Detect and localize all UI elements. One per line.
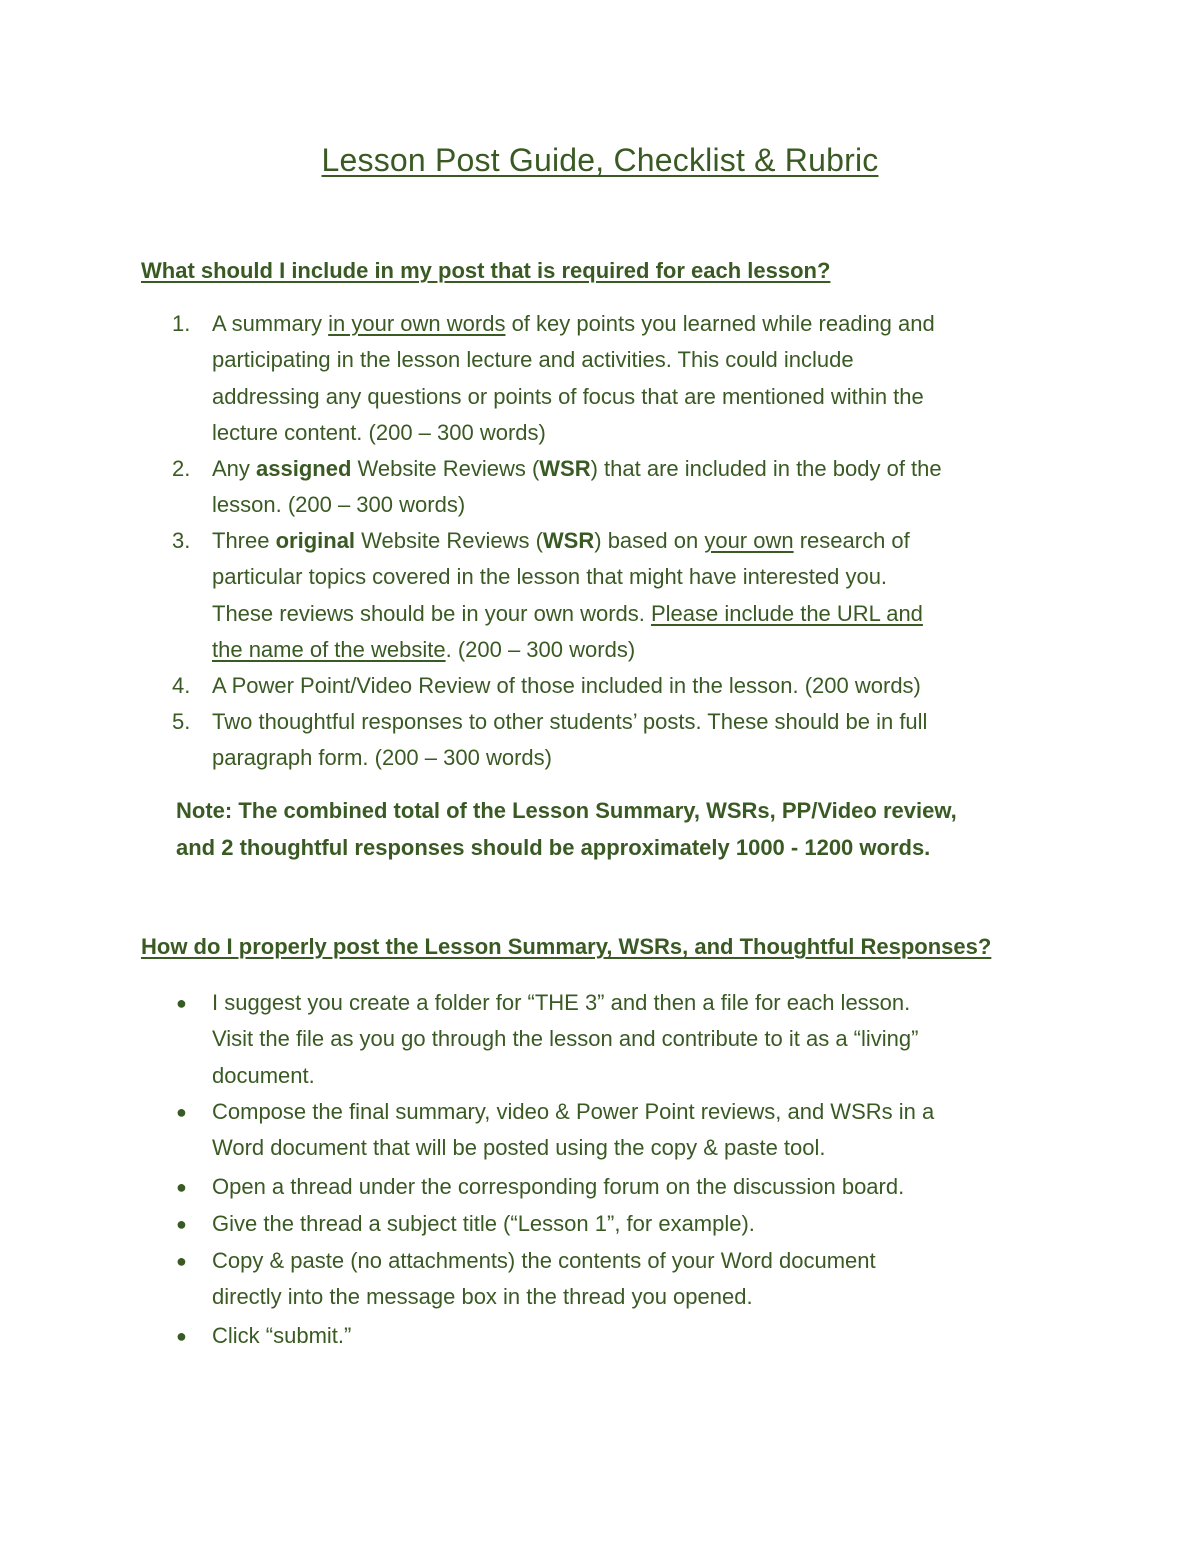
text-run: ) that are included in the body of the xyxy=(590,456,942,481)
text-line: Copy & paste (no attachments) the contents of your Word document xyxy=(212,1248,876,1273)
text-line: I suggest you create a folder for “THE 3” and then a file for each lesson. xyxy=(212,990,911,1015)
text-run: These reviews should be in your own words. xyxy=(212,600,651,626)
list-item-text xyxy=(212,704,1072,777)
bullet-icon: ● xyxy=(176,1214,187,1234)
note-line: Note: The combined total of the Lesson Summary, WSRs, PP/Video review, xyxy=(176,798,957,823)
note-line: and 2 thoughtful responses should be approximately 1000 - 1200 words. xyxy=(176,835,931,860)
list-number: 5. xyxy=(172,709,191,734)
bullet-icon: ● xyxy=(176,1326,187,1346)
bullet-icon: ● xyxy=(176,1102,187,1122)
text-run: Website Reviews ( xyxy=(355,528,543,553)
list-item-text xyxy=(212,306,1072,451)
text-line: participating in the lesson lecture and activities. This could include xyxy=(212,347,854,373)
list-item-text xyxy=(212,985,1072,1094)
text-line: particular topics covered in the lesson that might have interested you. xyxy=(212,564,888,590)
bold-text: WSR xyxy=(542,528,595,553)
text-line: Click “submit.” xyxy=(212,1323,352,1348)
bold-text: original xyxy=(275,528,356,553)
underlined-text: Please include the URL and xyxy=(651,600,923,626)
list-number: 4. xyxy=(172,673,191,698)
list-item-text xyxy=(212,668,1072,704)
list-item-text xyxy=(212,523,1072,668)
section-heading-posting: How do I properly post the Lesson Summary, WSRs, and Thoughtful Responses? xyxy=(141,934,992,959)
text-line: Two thoughtful responses to other students’ posts. These should be in full xyxy=(212,709,928,734)
text-run: research of xyxy=(793,528,910,553)
list-number: 1. xyxy=(172,311,191,336)
underlined-text: in your own words xyxy=(328,311,506,336)
text-line: paragraph form. (200 – 300 words) xyxy=(212,745,552,771)
text-line: Word document that will be posted using the copy & paste tool. xyxy=(212,1135,826,1161)
bullet-icon: ● xyxy=(176,993,187,1013)
text-line: A Power Point/Video Review of those included in the lesson. (200 words) xyxy=(212,673,921,698)
text-run: Website Reviews ( xyxy=(351,456,540,481)
list-item-text xyxy=(212,1169,1072,1205)
text-run: . (200 – 300 words) xyxy=(445,636,636,662)
text-run: Three xyxy=(212,528,276,553)
underlined-text: the name of the website xyxy=(212,636,446,662)
bullet-icon: ● xyxy=(176,1177,187,1197)
list-item-text xyxy=(212,1243,1072,1316)
bold-text: WSR xyxy=(539,456,591,481)
word-count-note xyxy=(176,792,957,866)
list-item-text xyxy=(212,451,1072,524)
text-run: ) based on xyxy=(594,528,705,553)
bold-text: assigned xyxy=(256,456,352,481)
text-line: lecture content. (200 – 300 words) xyxy=(212,419,546,445)
text-run: of key points you learned while reading and xyxy=(505,311,935,336)
text-line: lesson. (200 – 300 words) xyxy=(212,492,466,518)
underlined-text: your own xyxy=(704,528,794,553)
text-run: A summary xyxy=(212,311,329,336)
text-line: document. xyxy=(212,1062,315,1088)
list-number: 2. xyxy=(172,456,191,481)
text-line: Compose the final summary, video & Power Point reviews, and WSRs in a xyxy=(212,1099,935,1124)
text-line: Give the thread a subject title (“Lesson 1”, for example). xyxy=(212,1211,755,1236)
document-title: Lesson Post Guide, Checklist & Rubric xyxy=(321,142,879,178)
list-item-text xyxy=(212,1318,1072,1354)
text-line: addressing any questions or points of focus that are mentioned within the xyxy=(212,383,924,409)
list-item-text xyxy=(212,1094,1072,1167)
text-line: directly into the message box in the thread you opened. xyxy=(212,1284,753,1310)
text-line: Visit the file as you go through the lesson and contribute to it as a “living” xyxy=(212,1026,919,1052)
list-number: 3. xyxy=(172,528,191,553)
section-heading-requirements: What should I include in my post that is required for each lesson? xyxy=(141,258,831,283)
text-run: Any xyxy=(212,456,257,481)
bullet-icon: ● xyxy=(176,1251,187,1271)
list-item-text xyxy=(212,1206,1072,1242)
text-line: Open a thread under the corresponding forum on the discussion board. xyxy=(212,1174,905,1199)
